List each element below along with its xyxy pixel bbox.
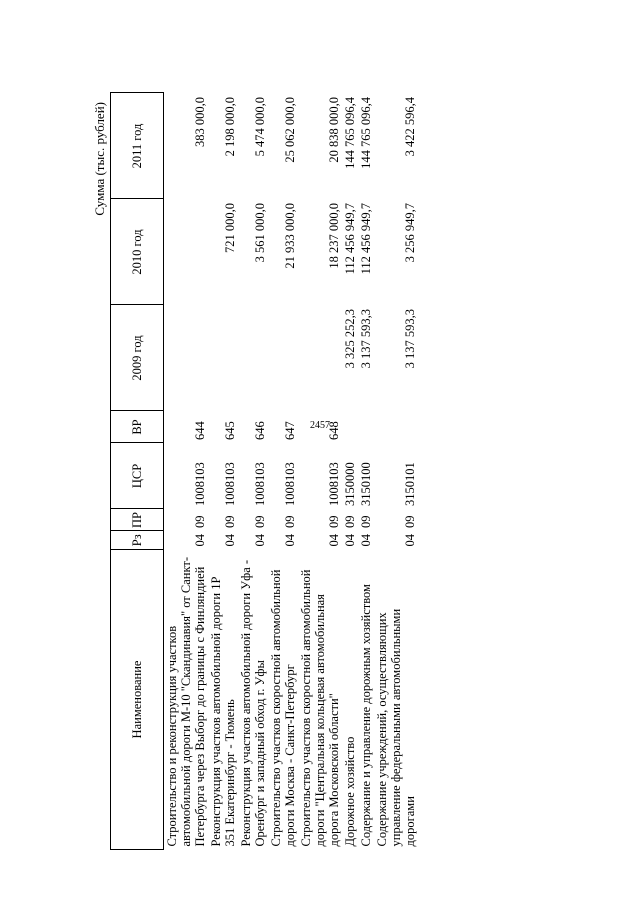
row-pr: 09: [223, 515, 237, 528]
row-2010: 18 237 000,0: [327, 203, 341, 269]
table-body: [164, 93, 419, 850]
row-2009: [238, 305, 268, 411]
row-vr: 644: [193, 421, 207, 440]
row-2010: 21 933 000,0: [283, 203, 297, 269]
row-2009: [164, 305, 209, 411]
row-rz: 04: [193, 534, 207, 547]
row-2011: 144 765 096,4: [343, 97, 357, 169]
row-rz: 04: [343, 534, 357, 547]
row-name: Реконструкция участков автомобильной дороги Уфа - Оренбург и западный обход г. Уфы: [239, 559, 267, 847]
row-name: Содержание учреждений, осуществляющих управление федеральными автомобильными дорогами: [375, 608, 417, 847]
row-vr: 645: [223, 421, 237, 440]
row-rz: 04: [327, 534, 341, 547]
row-rz: 04: [223, 534, 237, 547]
page-number: 2457: [310, 420, 330, 431]
row-name: Содержание и управление дорожным хозяйством: [359, 584, 373, 847]
header-name: Наименование: [111, 550, 164, 850]
row-vr: [358, 411, 374, 443]
units-label: Сумма (тыс. рублей): [92, 102, 107, 216]
row-2011: 2 198 000,0: [223, 97, 237, 157]
row-name: Строительство участков скоростной автомобильной дороги Москва - Санкт-Петербург: [269, 569, 297, 847]
row-2010: 112 456 949,7: [343, 203, 357, 275]
row-csr: 1008103: [283, 462, 297, 506]
table-row: [268, 93, 298, 850]
row-2010: 721 000,0: [223, 203, 237, 253]
row-pr: 09: [359, 515, 373, 528]
rotated-page: [80, 90, 550, 850]
row-name: Строительство участков скоростной автомобильной дороги "Центральная кольцевая автомобильная дорога Московской области": [299, 569, 341, 847]
header-2010: 2010 год: [111, 199, 164, 305]
row-2010: 3 561 000,0: [253, 203, 267, 263]
row-2011: 20 838 000,0: [327, 97, 341, 163]
row-rz: 04: [403, 534, 417, 547]
row-pr: 09: [403, 515, 417, 528]
row-pr: 09: [327, 515, 341, 528]
row-csr: 1008103: [193, 462, 207, 506]
row-pr: 09: [283, 515, 297, 528]
row-name: Строительство и реконструкция участков автомобильной дороги М-10 "Скандинавия" от Санкт-Петербурга через Выборг до границы с Финляндией: [165, 556, 207, 847]
row-2009: [298, 305, 342, 411]
table-row: [208, 93, 238, 850]
table-header-row: [111, 93, 164, 850]
table-row: [374, 93, 418, 850]
row-csr: 3150100: [359, 462, 373, 506]
row-vr: [342, 411, 358, 443]
header-2011: 2011 год: [111, 93, 164, 199]
row-2009: 3 137 593,3: [403, 309, 417, 369]
row-2011: 5 474 000,0: [253, 97, 267, 157]
row-2009: 3 137 593,3: [359, 309, 373, 369]
row-rz: 04: [359, 534, 373, 547]
row-pr: 09: [193, 515, 207, 528]
row-vr: 646: [253, 421, 267, 440]
row-2009: [268, 305, 298, 411]
row-csr: 3150000: [343, 462, 357, 506]
row-pr: 09: [253, 515, 267, 528]
row-vr: [374, 411, 418, 443]
table-row: [358, 93, 374, 850]
row-name: Реконструкция участков автомобильной дороги 1Р 351 Екатеринбург - Тюмень: [209, 576, 237, 847]
row-2011: 144 765 096,4: [359, 97, 373, 169]
row-rz: 04: [283, 534, 297, 547]
budget-table: [110, 93, 418, 851]
header-csr: ЦСР: [111, 443, 164, 509]
row-csr: 1008103: [223, 462, 237, 506]
header-pr: ПР: [111, 509, 164, 531]
row-2011: 383 000,0: [193, 97, 207, 147]
row-csr: 3150101: [403, 462, 417, 506]
table-row: [164, 93, 209, 850]
row-csr: 1008103: [253, 462, 267, 506]
table-row: [342, 93, 358, 850]
row-name: Дорожное хозяйство: [343, 736, 357, 847]
row-2009: [208, 305, 238, 411]
row-rz: 04: [253, 534, 267, 547]
row-2009: 3 325 252,3: [343, 309, 357, 369]
row-2010: 112 456 949,7: [359, 203, 373, 275]
row-2011: 3 422 596,4: [403, 97, 417, 157]
table-row: [238, 93, 268, 850]
row-vr: 647: [283, 421, 297, 440]
header-rz: Рз: [111, 531, 164, 550]
row-pr: 09: [343, 515, 357, 528]
row-2011: 25 062 000,0: [283, 97, 297, 163]
row-vr: 648: [327, 421, 341, 440]
row-csr: 1008103: [327, 462, 341, 506]
table-row: [298, 93, 342, 850]
row-2010: 3 256 949,7: [403, 203, 417, 263]
row-2010: [164, 199, 209, 305]
header-vr: ВР: [111, 411, 164, 443]
header-2009: 2009 год: [111, 305, 164, 411]
